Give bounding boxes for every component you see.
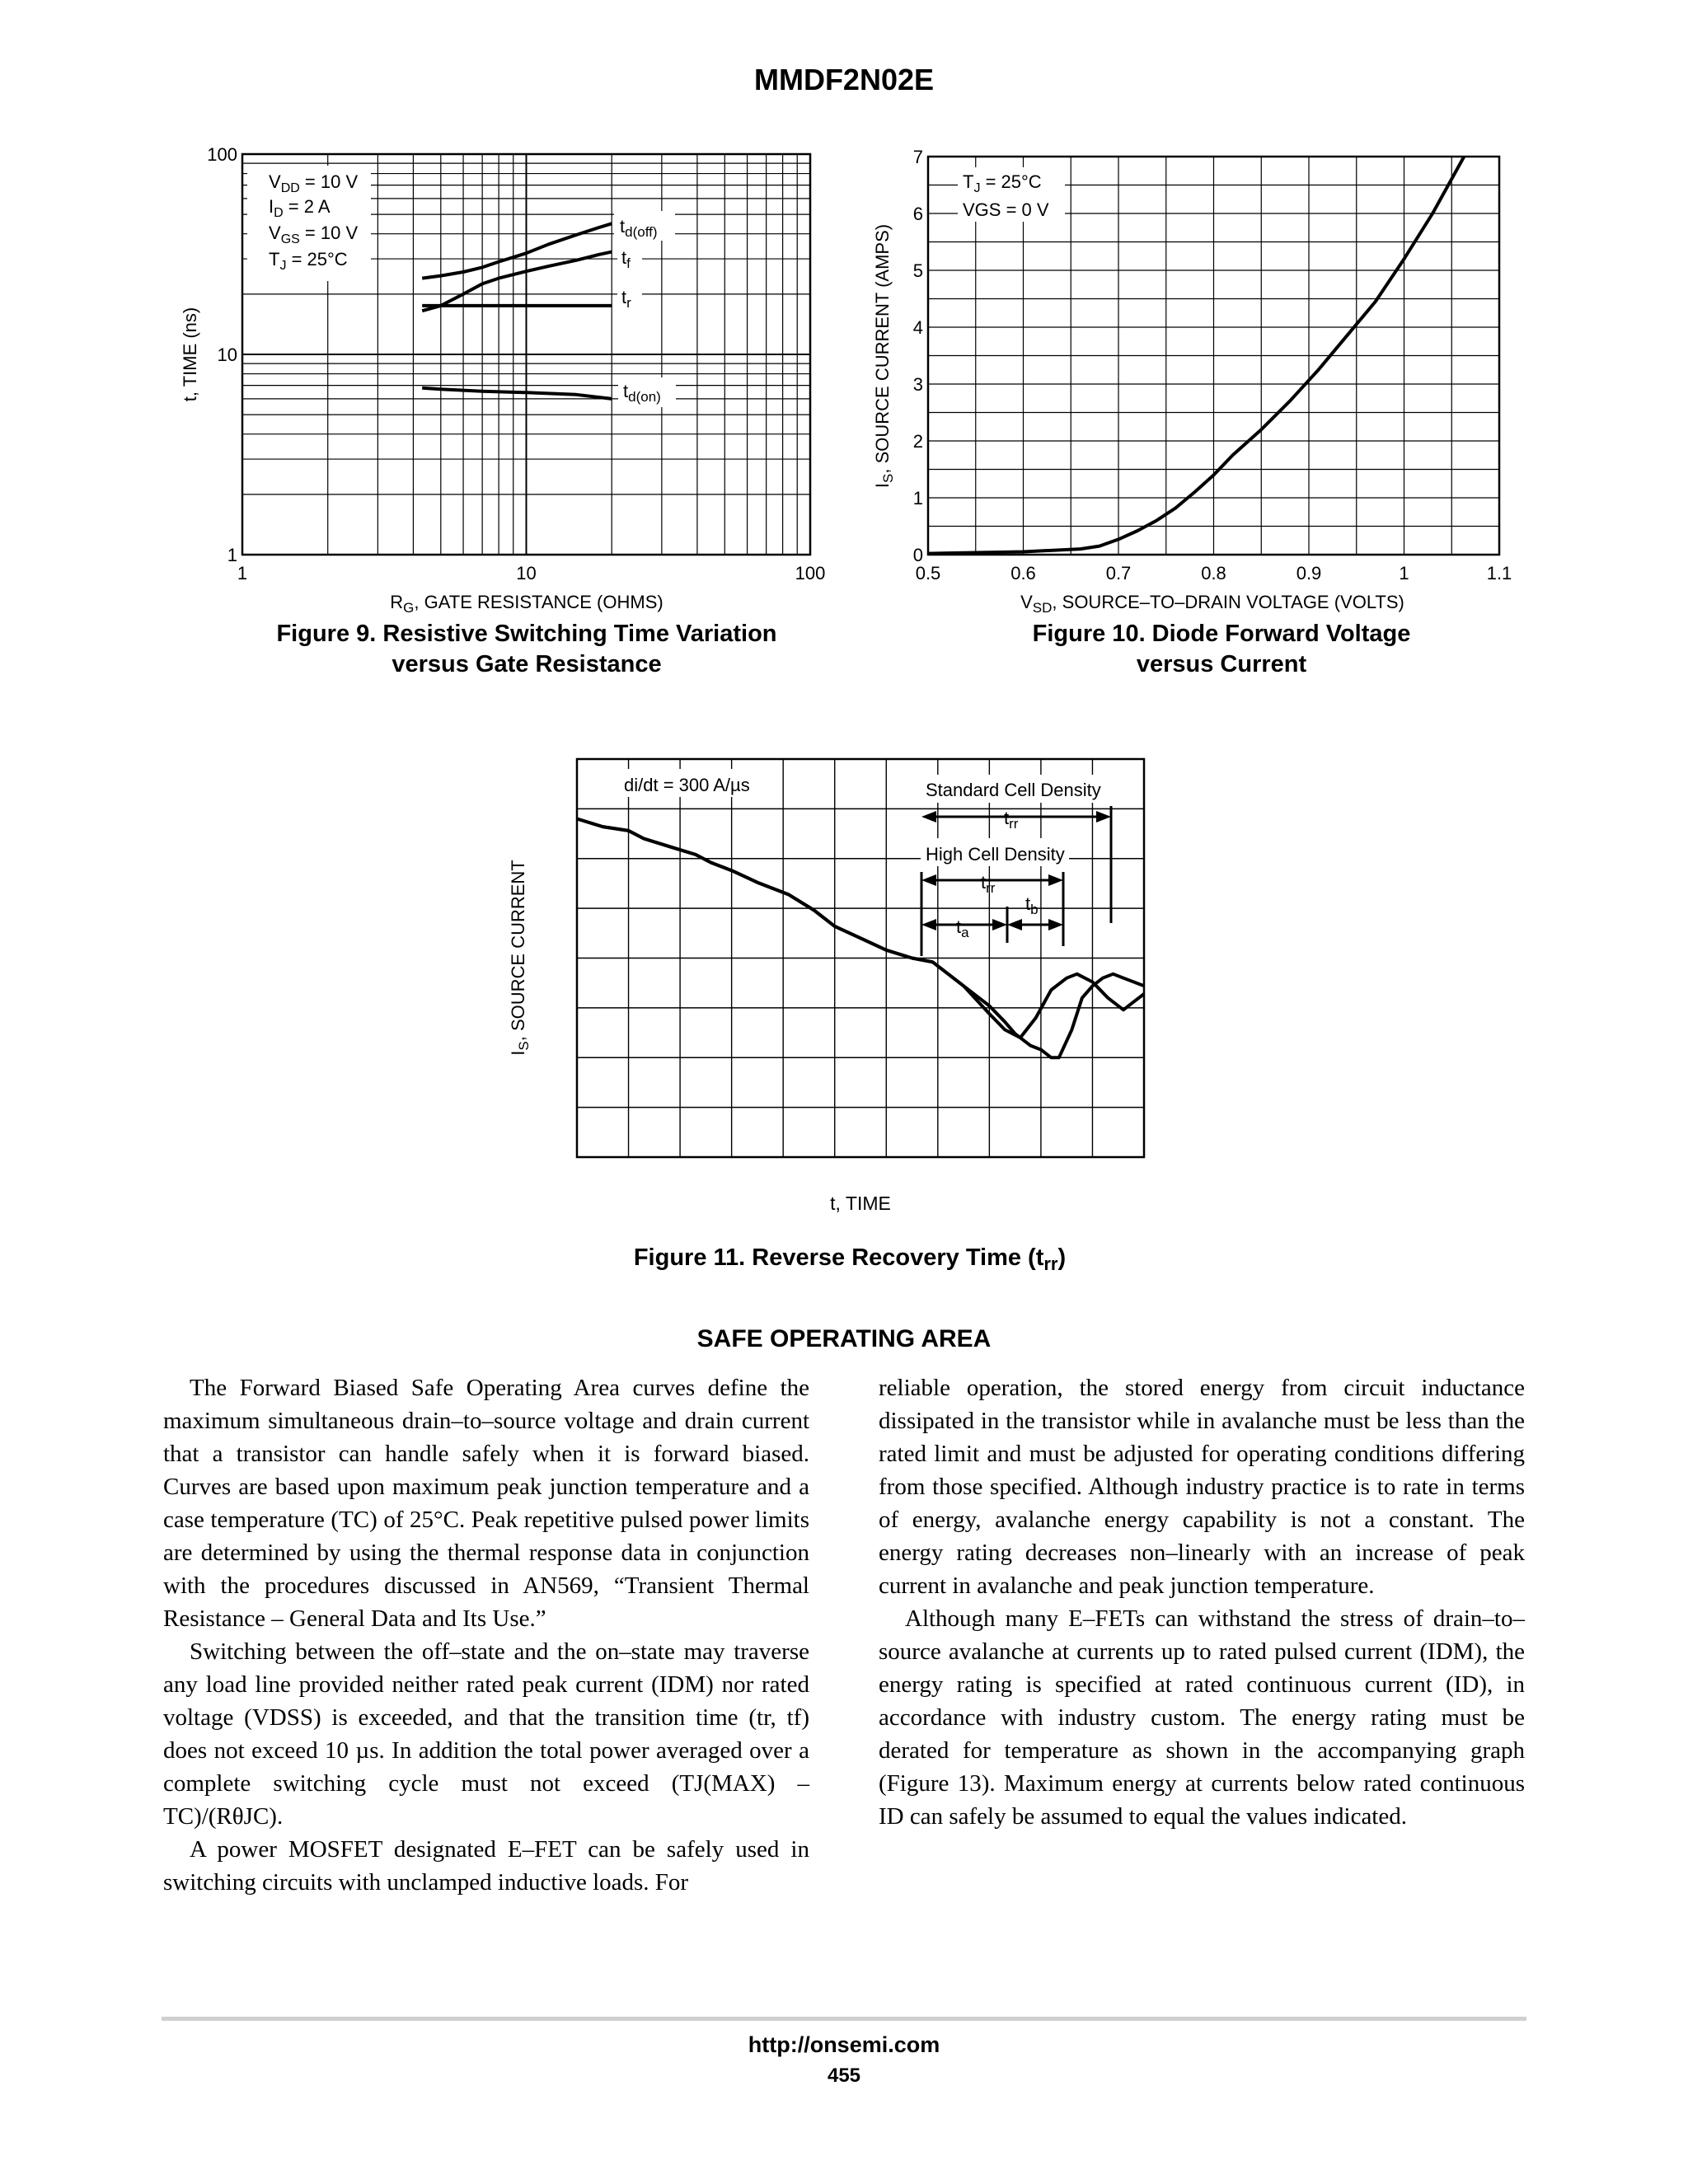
figure-11-ta-label: $t_a$ [956,916,969,940]
y-tick-label: 2 [912,431,923,452]
figure-9-condition-vdd: $V_{DD} = 10$ V [269,171,359,195]
y-tick-label: 7 [912,147,923,167]
series-line-tdoff [422,223,612,278]
figure-10-caption [892,619,1551,680]
paragraph: A power MOSFET designated E–FET can be safely used in switching circuits with unclamped inductive loads. For [163,1836,809,1896]
figure-11-caption: Figure 11. Reverse Recovery Time $(t_{rr})$ [633,1244,1067,1274]
figure-10-caption-line1: Figure 10. Diode Forward Voltage [1032,621,1411,647]
figure-11-high-cell-label: High Cell Density [926,844,1065,865]
figure-9-y-axis-label: t, TIME (ns) [180,307,200,402]
figure-11-x-axis-label: t, TIME [830,1193,891,1214]
figure-11-ta-tb-arrows [921,907,1063,943]
section-title: SAFE OPERATING AREA [696,1325,992,1352]
figure-9-condition-vgs: $V_{GS} = 10$ V [269,223,359,246]
x-tick-label: 10 [516,563,537,583]
figure-11-standard-cell-label: Standard Cell Density [926,780,1101,800]
figure-9-x-axis-label: $R_G$, GATE RESISTANCE (OHMS) [390,592,663,616]
series-line-tf [422,252,612,312]
paragraph: reliable operation, the stored energy from circuit inductance dissipated in the transistor while in avalanche must be less than the rated limit and must be adjusted for operating conditions differing from those specified. Although industry practice is to rate in terms of energy, avalanche energy capability is not a constant. The energy rating decreases non–linearly with an increase of peak current in avalanche and peak junction temperature. [879,1375,1525,1599]
document-title: MMDF2N02E [753,63,935,96]
paragraph: Although many E–FETs can withstand the stress of drain–to–source avalanche at currents up to rated pulsed current (IDM), the energy rating is specified at rated continuous current (ID), in accordance with industry custom. The energy rating must be derated for temperature as shown in the accompanying graph (Figure 13). Maximum energy at currents below rated continuous ID can safely be assumed to equal the values indicated. [879,1605,1525,1830]
x-tick-label: 1.1 [1486,563,1512,583]
figure-11-standard-trr-label: $t_{rr}$ [1004,808,1019,832]
x-tick-label: 0.7 [1105,563,1132,583]
figure-10-chart [854,138,1554,616]
figure-9-series-label-tdoff: $t_{d(off)}$ [620,216,658,240]
y-tick-label: 100 [207,144,237,165]
figure-10-y-axis-label: $I_S$, SOURCE CURRENT (AMPS) [872,223,896,489]
y-tick-label: 6 [912,204,923,224]
figure-9-caption-line1: Figure 9. Resistive Switching Time Variation [276,621,777,647]
paragraph: Switching between the off–state and the on–state may traverse any load line provided neither rated peak current (IDM) nor rated voltage (VDSS) is exceeded, and that the transition time (tr, tf) does not exceed 10 µs. In addition the total power averaged over a complete switching cycle must not exceed (TJ(MAX) – TC)/(RθJC). [163,1638,809,1830]
x-tick-label: 0.8 [1201,563,1226,583]
figure-11-tb-label: $t_b$ [1025,893,1039,917]
y-tick-label: 5 [912,260,923,281]
figure-10-caption-line2: versus Current [1136,651,1307,677]
figure-9-caption [162,619,892,680]
x-tick-label: 1 [237,563,248,583]
y-tick-label: 10 [217,344,237,365]
footer-url[interactable]: http://onsemi.com [748,2032,940,2057]
y-tick-label: 1 [912,488,923,509]
figure-11-high-trr-label: $t_{rr}$ [981,872,996,896]
body-column-left [163,1371,809,1899]
x-tick-label: 100 [795,563,826,583]
figure-10-condition-vgs: VGS = 0 V [963,199,1049,220]
y-tick-label: 0 [912,545,923,565]
x-tick-label: 0.5 [915,563,941,583]
figure-9-condition-id: $I_D = 2$ A [269,196,331,220]
x-tick-label: 0.6 [1010,563,1036,583]
body-column-right [879,1371,1525,1833]
x-tick-label: 0.9 [1296,563,1322,583]
figure-10-condition-tj: $T_J = 25^\circ C$ [963,171,1042,195]
figure-11-chart [495,742,1154,1220]
figure-11-di-dt-label: di/dt = 300 A/µs [624,775,750,795]
figure-9-condition-tj: $T_J = 25^\circ C$ [269,249,348,273]
paragraph: The Forward Biased Safe Operating Area curves define the maximum simultaneous drain–to–source voltage and drain current that a transistor can handle safely when it is forward biased. Curves are based upon maximum peak junction temperature and a case temperature (TC) of 25°C. Peak repetitive pulsed power limits are determined by using the thermal response data in conjunction with the procedures discussed in AN569, “Transient Thermal Resistance – General Data and Its Use.” [163,1375,809,1632]
figure-9-series-label-tdon: $t_{d(on)}$ [623,381,661,405]
y-tick-label: 4 [912,317,923,338]
figure-9-series-label-tr: $t_r$ [621,287,631,311]
figure-10-x-axis-label: $V_{SD}$, SOURCE–TO–DRAIN VOLTAGE (VOLTS) [1020,592,1404,616]
page-number: 455 [827,2064,861,2087]
figure-9-chart [162,138,854,616]
footer-divider [162,2017,1526,2021]
x-tick-label: 1 [1399,563,1409,583]
y-tick-label: 3 [912,374,923,395]
y-tick-label: 1 [227,545,237,565]
figure-11-y-axis-label: $I_S$, SOURCE CURRENT [508,860,532,1056]
series-line-tdon [422,388,612,399]
figure-9-caption-line2: versus Gate Resistance [392,651,662,677]
figure-9-series-label-tf: $t_f$ [621,247,631,271]
